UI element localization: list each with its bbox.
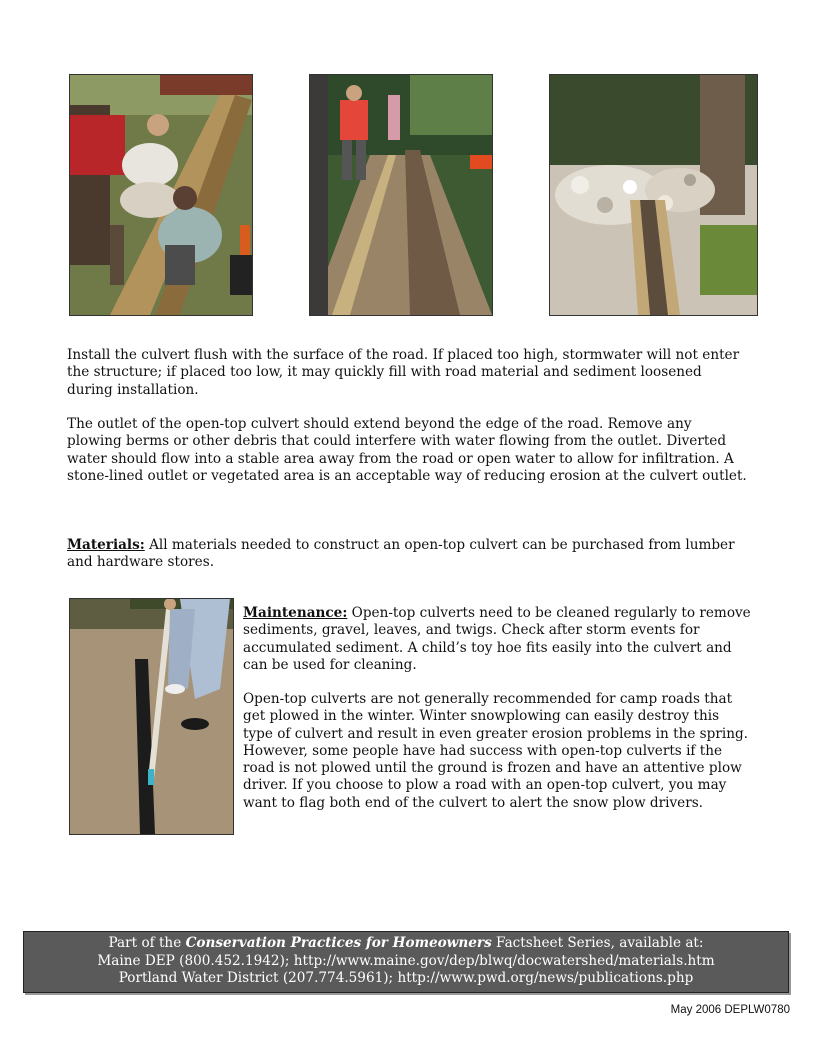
footer-line-3: Portland Water District (207.774.5961); http://www.pwd.org/news/publications.php [118,970,694,986]
footer-series-title: Conservation Practices for Homeowners [185,935,492,951]
install-paragraph-2: The outlet of the open-top culvert should extend beyond the edge of the road. Remove any plowing berms or other debris that could interfere with water flowing from the outlet. Diverted water should flow into a stable area away from the road or open water to allow for infiltration. A stone-lined outlet or vegetated area is an acceptable way of reducing erosion at the culvert outlet. [67,416,747,484]
maintenance-paragraph-2: Open-top culverts are not generally recommended for camp roads that get plowed in the winter. Winter snowplowing can easily destroy this type of culvert and result in even greater erosion problems in the spring. However, some people have had success with open-top culverts if the road is not plowed until the ground is frozen and have an attentive plow driver. If you choose to plow a road with an open-top culvert, you may want to flag both end of the culvert to alert the snow plow drivers. [243,691,748,811]
photo-culvert-trench [309,74,493,316]
footer-line-2: Maine DEP (800.452.1942); http://www.maine.gov/dep/blwq/docwatershed/materials.htm [97,952,715,969]
footer-suffix: Factsheet Series, available at: [491,935,704,951]
footer-prefix: Part of the [108,935,186,951]
document-code: May 2006 DEPLW0780 [670,1004,790,1016]
materials-paragraph [67,537,747,572]
install-paragraph-1: Install the culvert flush with the surface of the road. If placed too high, stormwater will not enter the structure; if placed too low, it may quickly fill with road material and sediment loosened during installation. [67,347,740,398]
photo-building-culvert [69,74,253,316]
materials-heading: Materials: [67,537,145,553]
footer-line-1 [24,935,788,953]
photo-culvert-outlet-stones [549,74,758,316]
materials-text: All materials needed to construct an open-top culvert can be purchased from lumber and hardware stores. [67,537,735,571]
maintenance-text: Open-top culverts need to be cleaned regularly to remove sediments, gravel, leaves, and twigs. Check after storm events for accumulated sediment. A child’s toy hoe fits easily into the culvert and can be used for cleaning. [243,605,751,673]
maintenance-paragraph [243,605,751,674]
photo-cleaning-with-hoe [69,598,234,835]
maintenance-heading: Maintenance: [243,605,348,621]
footer-series-box [23,931,789,993]
